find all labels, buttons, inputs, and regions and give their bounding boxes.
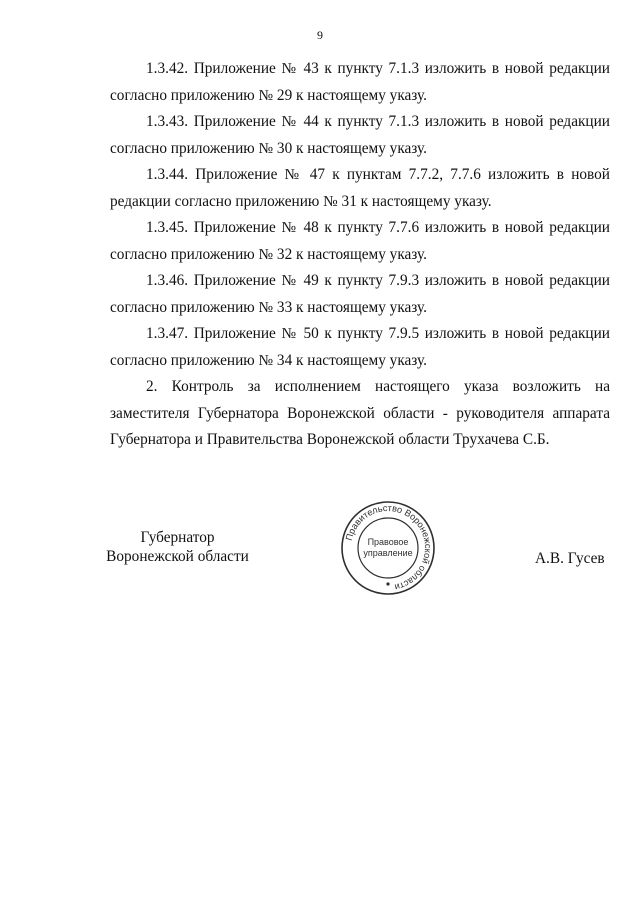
document-body [110,56,610,454]
paragraph-1-3-47: 1.3.47. Приложение № 50 к пункту 7.9.5 изложить в новой редакции согласно приложению № 34 к настоящему указу. [110,325,610,369]
signatory-name: А.В. Гусев [535,550,605,567]
page-number: 9 [317,28,323,42]
signatory-title [105,528,250,566]
signatory-title-line1: Губернатор [140,529,215,546]
signatory-title-line2: Воронежской области [106,548,249,565]
paragraph-1-3-45: 1.3.45. Приложение № 48 к пункту 7.7.6 изложить в новой редакции согласно приложению № 32 к настоящему указу. [110,219,610,263]
paragraph-2-control: 2. Контроль за исполнением настоящего указа возложить на заместителя Губернатора Воронежской области - руководителя аппарата Губернатора и Правительства Воронежской области Трухачева С.Б. [110,378,610,448]
official-stamp-icon [338,498,438,598]
stamp-ring-text: Правительство Воронежской области [343,502,434,593]
paragraph-1-3-46: 1.3.46. Приложение № 49 к пункту 7.9.3 изложить в новой редакции согласно приложению № 33 к настоящему указу. [110,272,610,316]
paragraph-1-3-43: 1.3.43. Приложение № 44 к пункту 7.1.3 изложить в новой редакции согласно приложению № 30 к настоящему указу. [110,113,610,157]
paragraph-1-3-44: 1.3.44. Приложение № 47 к пунктам 7.7.2, 7.7.6 изложить в новой редакции согласно приложению № 31 к настоящему указу. [110,166,610,210]
stamp-center-line1: Правовое [367,537,409,547]
stamp-center-line2: управление [363,548,413,558]
paragraph-1-3-42: 1.3.42. Приложение № 43 к пункту 7.1.3 изложить в новой редакции согласно приложению № 29 к настоящему указу. [110,60,610,104]
signature-block [0,502,640,608]
stamp-bottom-dot [386,582,389,585]
